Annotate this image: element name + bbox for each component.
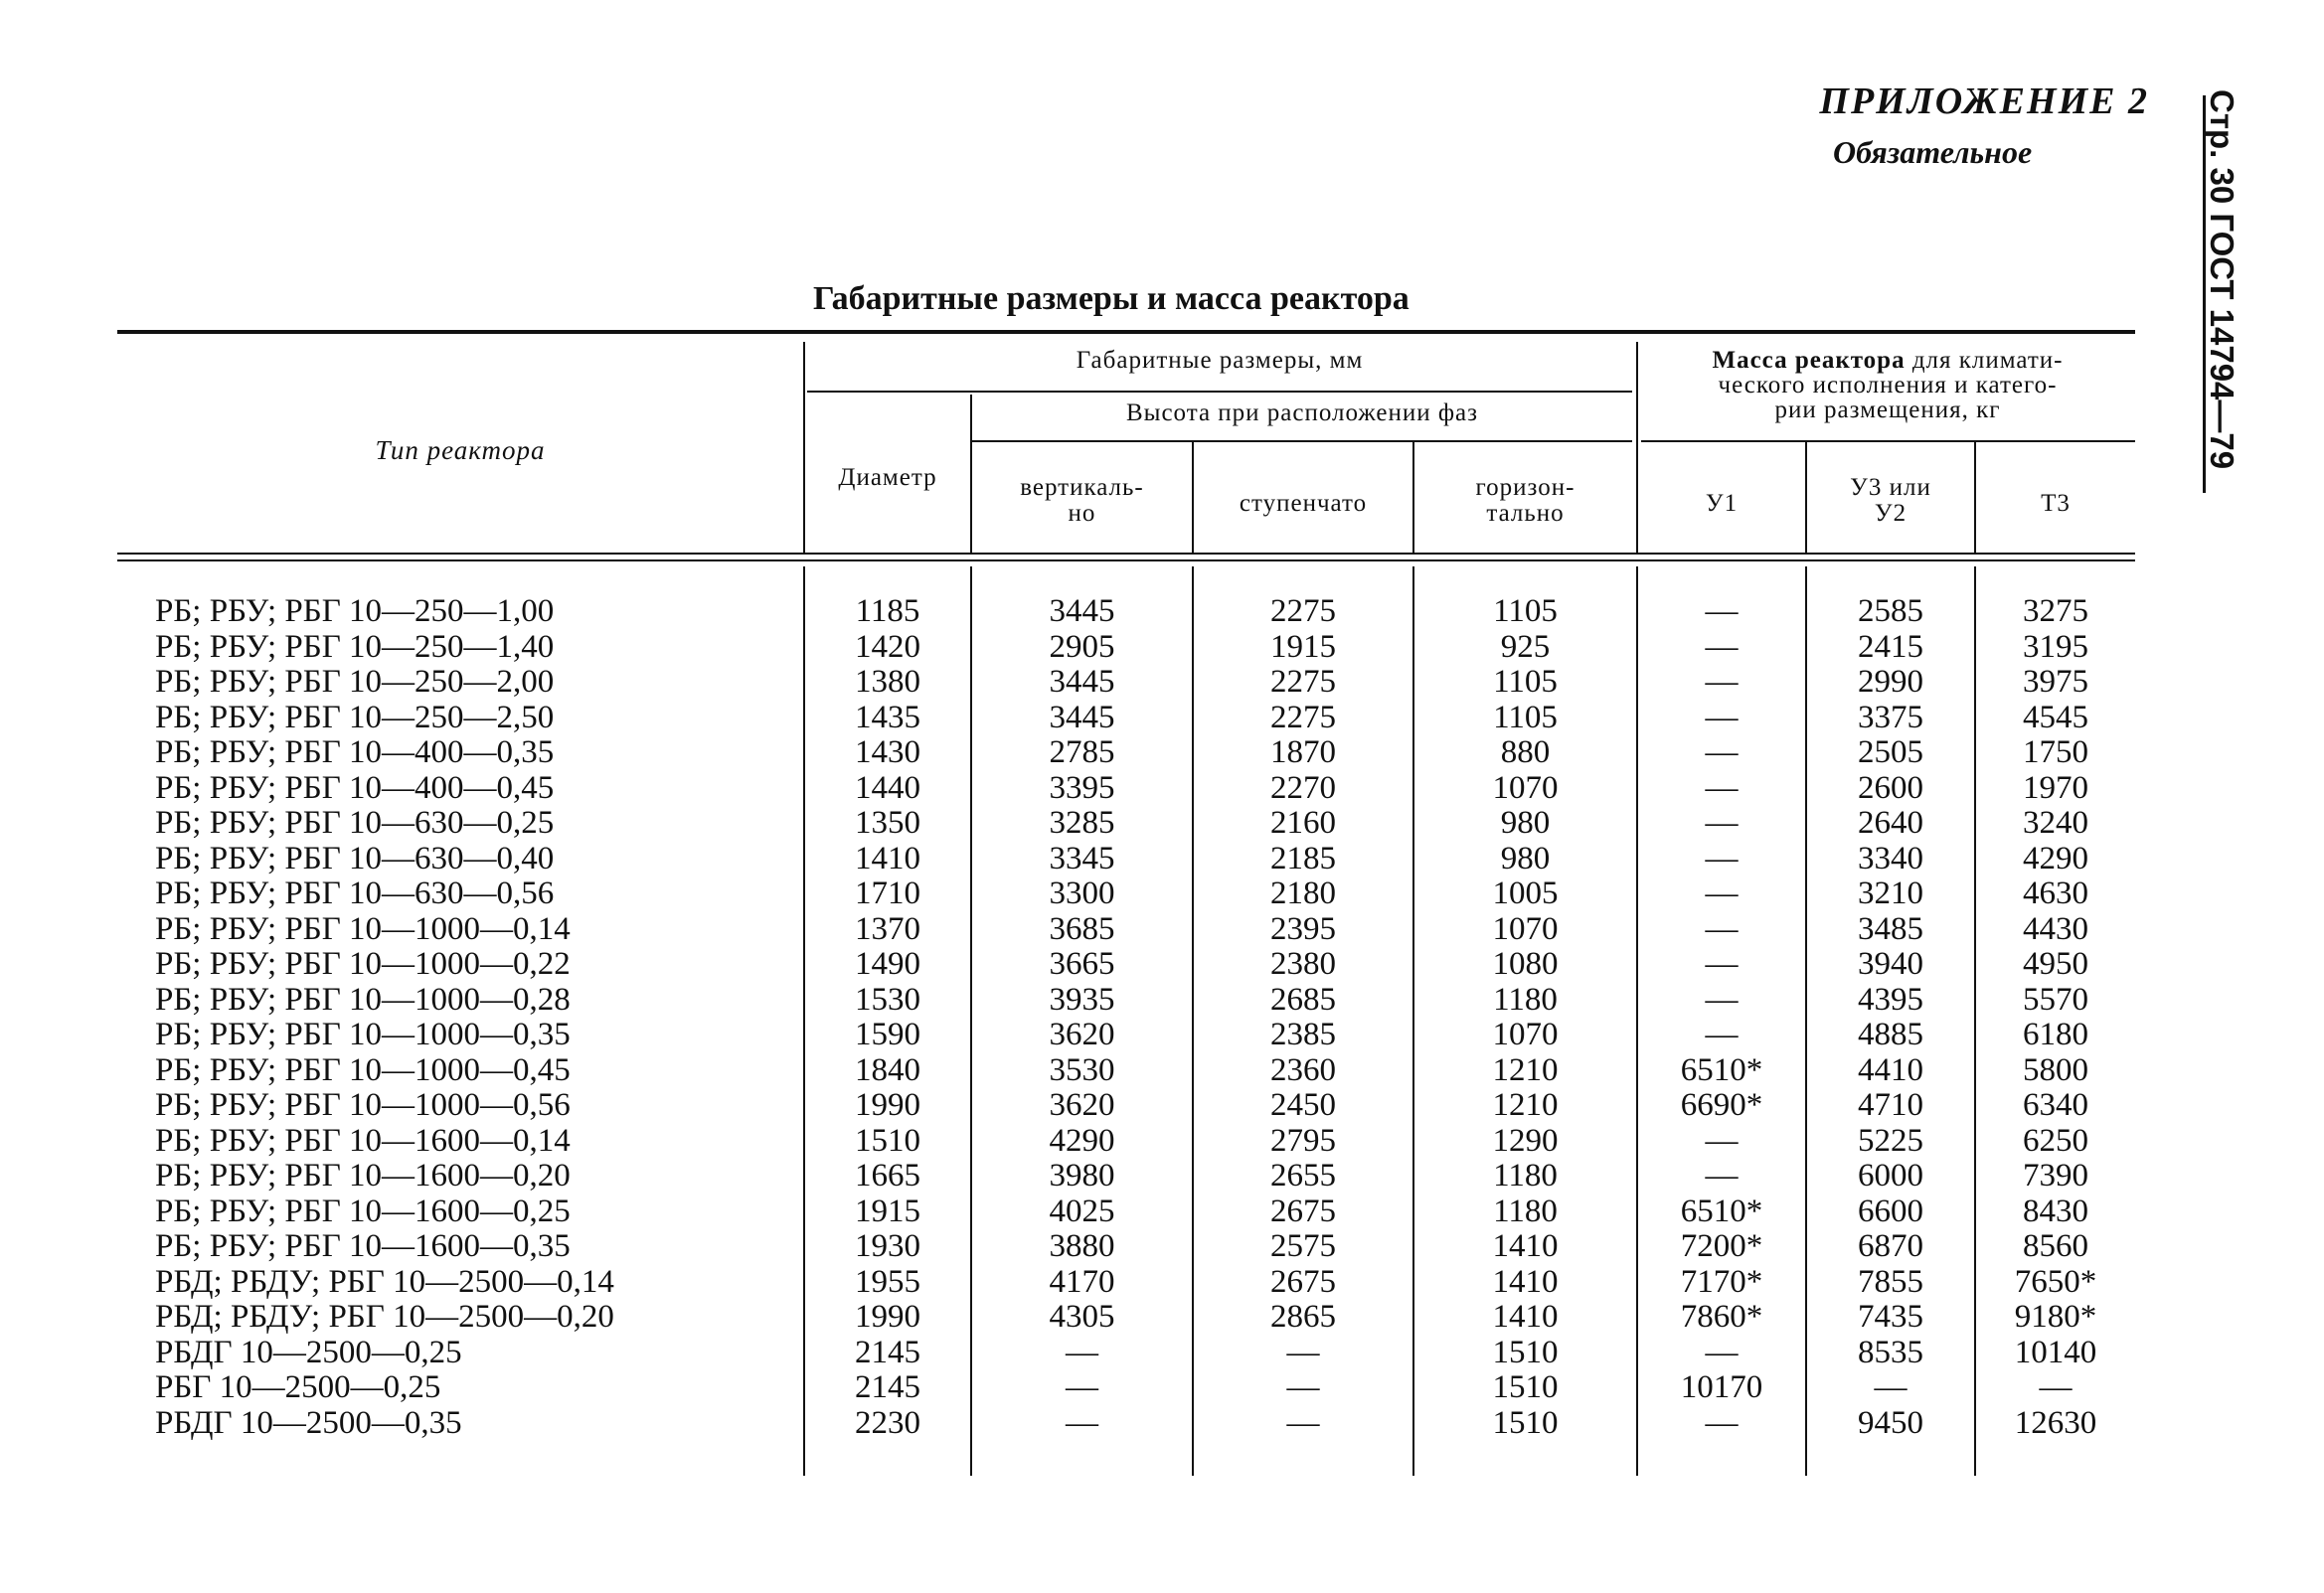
cell-horizontal: 1410 bbox=[1492, 1299, 1559, 1335]
cell-vertical: 3445 bbox=[1049, 593, 1115, 629]
cell-u1: — bbox=[1705, 805, 1739, 841]
cell-u1: — bbox=[1705, 1404, 1739, 1441]
cell-horizontal: 1210 bbox=[1492, 1051, 1559, 1088]
cell-t3: 3975 bbox=[2023, 664, 2088, 700]
cell-t3: 8560 bbox=[2023, 1228, 2088, 1264]
cell-diameter: 1490 bbox=[855, 946, 920, 982]
cell-u3u2: 2505 bbox=[1858, 734, 1923, 770]
cell-horizontal: 1180 bbox=[1493, 981, 1558, 1018]
cell-stepped: 2275 bbox=[1270, 593, 1336, 629]
header-type: Тип реактора bbox=[375, 435, 546, 465]
cell-vertical: 3665 bbox=[1049, 946, 1115, 982]
cell-type: РБД; РБДУ; РБГ 10—2500—0,14 bbox=[155, 1263, 614, 1300]
cell-stepped: 2675 bbox=[1270, 1263, 1336, 1300]
col-divider-type bbox=[803, 342, 805, 553]
cell-horizontal: 1070 bbox=[1492, 910, 1559, 947]
cell-diameter: 1420 bbox=[855, 628, 920, 665]
cell-type: РБ; РБУ; РБГ 10—400—0,35 bbox=[155, 734, 555, 770]
cell-vertical: 3620 bbox=[1049, 1087, 1115, 1123]
cell-diameter: 1590 bbox=[855, 1017, 920, 1052]
col-divider-horizontal bbox=[1636, 342, 1638, 553]
cell-horizontal: 1070 bbox=[1492, 769, 1559, 806]
cell-diameter: 1530 bbox=[855, 981, 920, 1018]
cell-u1: — bbox=[1705, 769, 1739, 806]
cell-u1: — bbox=[1705, 910, 1739, 947]
cell-diameter: 1380 bbox=[855, 664, 920, 700]
cell-u3u2: 8535 bbox=[1858, 1334, 1923, 1370]
cell-type: РБ; РБУ; РБГ 10—630—0,56 bbox=[155, 876, 555, 911]
cell-diameter: 2230 bbox=[855, 1404, 920, 1441]
cell-t3: 3275 bbox=[2023, 593, 2088, 629]
header-u1: У1 bbox=[1705, 490, 1739, 517]
cell-t3: 3240 bbox=[2023, 805, 2088, 841]
column-type bbox=[155, 594, 811, 1441]
cell-u1: 6690* bbox=[1680, 1087, 1763, 1123]
cell-u3u2: 3940 bbox=[1858, 946, 1923, 982]
cell-u3u2: 2600 bbox=[1858, 769, 1923, 806]
dims-group-rule bbox=[807, 391, 1632, 393]
cell-stepped: 2395 bbox=[1270, 910, 1336, 947]
cell-vertical: — bbox=[1066, 1369, 1098, 1405]
cell-u3u2: 5225 bbox=[1858, 1122, 1923, 1159]
cell-horizontal: 1510 bbox=[1492, 1369, 1559, 1405]
cell-vertical: 3685 bbox=[1049, 910, 1115, 947]
cell-type: РБ; РБУ; РБГ 10—1000—0,56 bbox=[155, 1087, 571, 1123]
cell-t3: — bbox=[2039, 1369, 2073, 1405]
cell-type: РБ; РБУ; РБГ 10—1000—0,22 bbox=[155, 946, 571, 982]
cell-horizontal: 1210 bbox=[1492, 1087, 1559, 1123]
cell-vertical: 3345 bbox=[1049, 840, 1115, 876]
cell-u3u2: 6870 bbox=[1858, 1228, 1923, 1264]
cell-u1: 7200* bbox=[1680, 1228, 1763, 1264]
cell-u3u2: 4410 bbox=[1858, 1051, 1923, 1088]
cell-vertical: 3300 bbox=[1049, 876, 1115, 911]
cell-u3u2: 7435 bbox=[1858, 1299, 1923, 1335]
cell-stepped: — bbox=[1286, 1334, 1320, 1370]
cell-t3: 7390 bbox=[2023, 1158, 2088, 1194]
cell-stepped: 2380 bbox=[1270, 946, 1336, 982]
cell-stepped: — bbox=[1286, 1404, 1320, 1441]
cell-diameter: 1510 bbox=[855, 1122, 920, 1159]
header-horizontal: горизон- тально bbox=[1475, 474, 1576, 527]
cell-horizontal: 1005 bbox=[1492, 876, 1559, 911]
cell-diameter: 1955 bbox=[855, 1263, 920, 1300]
cell-type: РБ; РБУ; РБГ 10—1600—0,25 bbox=[155, 1193, 571, 1229]
cell-t3: 6340 bbox=[2023, 1087, 2088, 1123]
cell-type: РБ; РБУ; РБГ 10—250—2,00 bbox=[155, 664, 555, 700]
cell-u3u2: 4885 bbox=[1858, 1017, 1923, 1052]
cell-horizontal: 1290 bbox=[1492, 1122, 1559, 1159]
header-vertical: вертикаль- но bbox=[1020, 474, 1144, 527]
cell-u3u2: 3340 bbox=[1858, 840, 1923, 876]
cell-type: РБ; РБУ; РБГ 10—400—0,45 bbox=[155, 769, 555, 806]
cell-u3u2: 2640 bbox=[1858, 805, 1923, 841]
cell-u1: — bbox=[1705, 981, 1739, 1018]
cell-vertical: — bbox=[1066, 1404, 1098, 1441]
cell-horizontal: 1105 bbox=[1493, 664, 1558, 700]
cell-diameter: 1430 bbox=[855, 734, 920, 770]
cell-t3: 1750 bbox=[2023, 734, 2088, 770]
cell-horizontal: 980 bbox=[1500, 805, 1551, 841]
cell-u1: 10170 bbox=[1680, 1369, 1763, 1405]
cell-stepped: 2385 bbox=[1270, 1017, 1336, 1052]
cell-horizontal: 1510 bbox=[1492, 1404, 1559, 1441]
cell-diameter: 1350 bbox=[855, 805, 920, 841]
header-bottom-rule-2 bbox=[117, 559, 2135, 561]
mass-group-rule bbox=[1641, 440, 2135, 442]
cell-stepped: 2185 bbox=[1270, 840, 1336, 876]
cell-horizontal: 980 bbox=[1500, 840, 1551, 876]
cell-vertical: — bbox=[1066, 1334, 1098, 1370]
table-top-rule bbox=[117, 330, 2135, 334]
cell-diameter: 1930 bbox=[855, 1228, 920, 1264]
height-group-rule bbox=[972, 440, 1632, 442]
header-diameter: Диаметр bbox=[838, 464, 937, 491]
cell-diameter: 1665 bbox=[855, 1158, 920, 1194]
header-mass-group bbox=[1640, 348, 2135, 422]
cell-type: РБ; РБУ; РБГ 10—1000—0,45 bbox=[155, 1051, 571, 1088]
cell-stepped: 2865 bbox=[1270, 1299, 1336, 1335]
cell-u1: — bbox=[1705, 1334, 1739, 1370]
cell-type: РБ; РБУ; РБГ 10—1000—0,35 bbox=[155, 1017, 571, 1052]
cell-type: РБ; РБУ; РБГ 10—630—0,40 bbox=[155, 840, 555, 876]
cell-type: РБ; РБУ; РБГ 10—250—2,50 bbox=[155, 699, 555, 735]
cell-t3: 12630 bbox=[2014, 1404, 2097, 1441]
cell-u1: — bbox=[1705, 664, 1739, 700]
cell-u1: — bbox=[1705, 876, 1739, 911]
cell-u3u2: 2990 bbox=[1858, 664, 1923, 700]
cell-u1: — bbox=[1705, 840, 1739, 876]
cell-stepped: 2655 bbox=[1270, 1158, 1336, 1194]
cell-horizontal: 925 bbox=[1500, 628, 1551, 665]
cell-vertical: 4025 bbox=[1049, 1193, 1115, 1229]
table-title: Габаритные размеры и масса реактора bbox=[813, 280, 1410, 317]
cell-u1: 7860* bbox=[1680, 1299, 1763, 1335]
column-stepped bbox=[1194, 594, 1412, 1441]
cell-vertical: 3620 bbox=[1049, 1017, 1115, 1052]
cell-type: РБ; РБУ; РБГ 10—1600—0,20 bbox=[155, 1158, 571, 1194]
cell-u1: — bbox=[1705, 699, 1739, 735]
cell-t3: 5570 bbox=[2023, 981, 2088, 1018]
header-mass-group-bold: Масса реактора bbox=[1712, 347, 1906, 374]
cell-t3: 3195 bbox=[2023, 628, 2088, 665]
cell-t3: 7650* bbox=[2014, 1263, 2097, 1300]
cell-t3: 4545 bbox=[2023, 699, 2088, 735]
cell-t3: 8430 bbox=[2023, 1193, 2088, 1229]
cell-vertical: 3395 bbox=[1049, 769, 1115, 806]
cell-vertical: 3445 bbox=[1049, 664, 1115, 700]
cell-diameter: 2145 bbox=[855, 1334, 920, 1370]
header-mass-group-rest: для климати- ческого исполнения и катего- рии размещения, кг bbox=[1718, 347, 2064, 423]
cell-horizontal: 1070 bbox=[1492, 1017, 1559, 1052]
cell-u3u2: 2585 bbox=[1858, 593, 1923, 629]
cell-t3: 1970 bbox=[2023, 769, 2088, 806]
cell-stepped: 2360 bbox=[1270, 1051, 1336, 1088]
cell-vertical: 4170 bbox=[1049, 1263, 1115, 1300]
cell-u3u2: 4710 bbox=[1858, 1087, 1923, 1123]
cell-vertical: 3445 bbox=[1049, 699, 1115, 735]
cell-stepped: — bbox=[1286, 1369, 1320, 1405]
cell-t3: 4430 bbox=[2023, 910, 2088, 947]
cell-u3u2: 7855 bbox=[1858, 1263, 1923, 1300]
cell-vertical: 4305 bbox=[1049, 1299, 1115, 1335]
cell-u1: — bbox=[1705, 734, 1739, 770]
header-height-group: Высота при расположении фаз bbox=[1125, 399, 1478, 426]
appendix-subtitle: Обязательное bbox=[1833, 134, 2033, 170]
cell-t3: 6180 bbox=[2023, 1017, 2088, 1052]
cell-stepped: 2450 bbox=[1270, 1087, 1336, 1123]
cell-diameter: 1990 bbox=[855, 1299, 920, 1335]
cell-stepped: 2275 bbox=[1270, 664, 1336, 700]
cell-diameter: 1370 bbox=[855, 910, 920, 947]
cell-stepped: 1870 bbox=[1270, 734, 1336, 770]
cell-horizontal: 1180 bbox=[1493, 1193, 1558, 1229]
cell-stepped: 2270 bbox=[1270, 769, 1336, 806]
cell-u1: — bbox=[1705, 1122, 1739, 1159]
cell-vertical: 3880 bbox=[1049, 1228, 1115, 1264]
header-u3u2: У3 или У2 bbox=[1850, 474, 1931, 527]
cell-u3u2: — bbox=[1874, 1369, 1908, 1405]
cell-horizontal: 1105 bbox=[1493, 699, 1558, 735]
cell-type: РБ; РБУ; РБГ 10—630—0,25 bbox=[155, 805, 555, 841]
cell-type: РБ; РБУ; РБГ 10—1600—0,14 bbox=[155, 1122, 571, 1159]
cell-u1: — bbox=[1705, 946, 1739, 982]
cell-vertical: 2905 bbox=[1049, 628, 1115, 665]
cell-u1: 7170* bbox=[1680, 1263, 1763, 1300]
cell-diameter: 1410 bbox=[855, 840, 920, 876]
cell-type: РБ; РБУ; РБГ 10—250—1,40 bbox=[155, 628, 555, 665]
cell-vertical: 2785 bbox=[1049, 734, 1115, 770]
header-dimensions-group: Габаритные размеры, мм bbox=[1076, 347, 1364, 374]
cell-diameter: 2145 bbox=[855, 1369, 920, 1405]
cell-t3: 9180* bbox=[2014, 1299, 2097, 1335]
cell-stepped: 2180 bbox=[1270, 876, 1336, 911]
header-t3: Т3 bbox=[2041, 490, 2071, 517]
cell-u3u2: 9450 bbox=[1858, 1404, 1923, 1441]
cell-u1: — bbox=[1705, 628, 1739, 665]
cell-horizontal: 1180 bbox=[1493, 1158, 1558, 1194]
cell-vertical: 3530 bbox=[1049, 1051, 1115, 1088]
cell-u3u2: 6000 bbox=[1858, 1158, 1923, 1194]
cell-u1: — bbox=[1705, 1158, 1739, 1194]
appendix-title: ПРИЛОЖЕНИЕ 2 bbox=[1819, 80, 2149, 122]
cell-diameter: 1990 bbox=[855, 1087, 920, 1123]
cell-u3u2: 6600 bbox=[1858, 1193, 1923, 1229]
cell-stepped: 2675 bbox=[1270, 1193, 1336, 1229]
cell-t3: 5800 bbox=[2023, 1051, 2088, 1088]
cell-horizontal: 1080 bbox=[1492, 946, 1559, 982]
cell-type: РБДГ 10—2500—0,35 bbox=[155, 1404, 462, 1441]
cell-t3: 6250 bbox=[2023, 1122, 2088, 1159]
cell-diameter: 1440 bbox=[855, 769, 920, 806]
cell-type: РБ; РБУ; РБГ 10—1000—0,28 bbox=[155, 981, 571, 1018]
cell-horizontal: 1410 bbox=[1492, 1228, 1559, 1264]
cell-t3: 10140 bbox=[2014, 1334, 2097, 1370]
cell-horizontal: 1410 bbox=[1492, 1263, 1559, 1300]
cell-vertical: 3935 bbox=[1049, 981, 1115, 1018]
cell-type: РБ; РБУ; РБГ 10—1000—0,14 bbox=[155, 910, 571, 947]
column-diameter bbox=[805, 594, 970, 1441]
cell-u1: — bbox=[1705, 1017, 1739, 1052]
cell-t3: 4950 bbox=[2023, 946, 2088, 982]
column-vertical bbox=[972, 594, 1192, 1441]
cell-t3: 4290 bbox=[2023, 840, 2088, 876]
cell-type: РБД; РБДУ; РБГ 10—2500—0,20 bbox=[155, 1299, 614, 1335]
side-page-label: Стр. 30 ГОСТ 14794—79 bbox=[2204, 89, 2241, 470]
cell-stepped: 2795 bbox=[1270, 1122, 1336, 1159]
cell-u3u2: 3375 bbox=[1858, 699, 1923, 735]
cell-diameter: 1840 bbox=[855, 1051, 920, 1088]
cell-horizontal: 880 bbox=[1500, 734, 1551, 770]
cell-stepped: 1915 bbox=[1270, 628, 1336, 665]
cell-stepped: 2685 bbox=[1270, 981, 1336, 1018]
cell-diameter: 1915 bbox=[855, 1193, 920, 1229]
cell-type: РБ; РБУ; РБГ 10—250—1,00 bbox=[155, 593, 555, 629]
column-horizontal bbox=[1414, 594, 1636, 1441]
cell-diameter: 1185 bbox=[855, 593, 920, 629]
cell-horizontal: 1510 bbox=[1492, 1334, 1559, 1370]
cell-stepped: 2275 bbox=[1270, 699, 1336, 735]
cell-u1: — bbox=[1705, 593, 1739, 629]
cell-u3u2: 3485 bbox=[1858, 910, 1923, 947]
cell-stepped: 2575 bbox=[1270, 1228, 1336, 1264]
header-bottom-rule-1 bbox=[117, 553, 2135, 555]
cell-type: РБ; РБУ; РБГ 10—1600—0,35 bbox=[155, 1228, 571, 1264]
cell-vertical: 3980 bbox=[1049, 1158, 1115, 1194]
cell-u3u2: 2415 bbox=[1858, 628, 1923, 665]
cell-vertical: 4290 bbox=[1049, 1122, 1115, 1159]
cell-diameter: 1710 bbox=[855, 876, 920, 911]
cell-type: РБГ 10—2500—0,25 bbox=[155, 1369, 441, 1405]
header-stepped: ступенчато bbox=[1239, 490, 1368, 517]
cell-t3: 4630 bbox=[2023, 876, 2088, 911]
cell-vertical: 3285 bbox=[1049, 805, 1115, 841]
column-u1 bbox=[1638, 594, 1805, 1441]
cell-stepped: 2160 bbox=[1270, 805, 1336, 841]
cell-diameter: 1435 bbox=[855, 699, 920, 735]
cell-horizontal: 1105 bbox=[1493, 593, 1558, 629]
cell-u1: 6510* bbox=[1680, 1051, 1763, 1088]
column-u3u2 bbox=[1807, 594, 1974, 1441]
column-t3 bbox=[1976, 594, 2135, 1441]
cell-type: РБДГ 10—2500—0,25 bbox=[155, 1334, 462, 1370]
cell-u3u2: 3210 bbox=[1858, 876, 1923, 911]
cell-u1: 6510* bbox=[1680, 1193, 1763, 1229]
cell-u3u2: 4395 bbox=[1858, 981, 1923, 1018]
